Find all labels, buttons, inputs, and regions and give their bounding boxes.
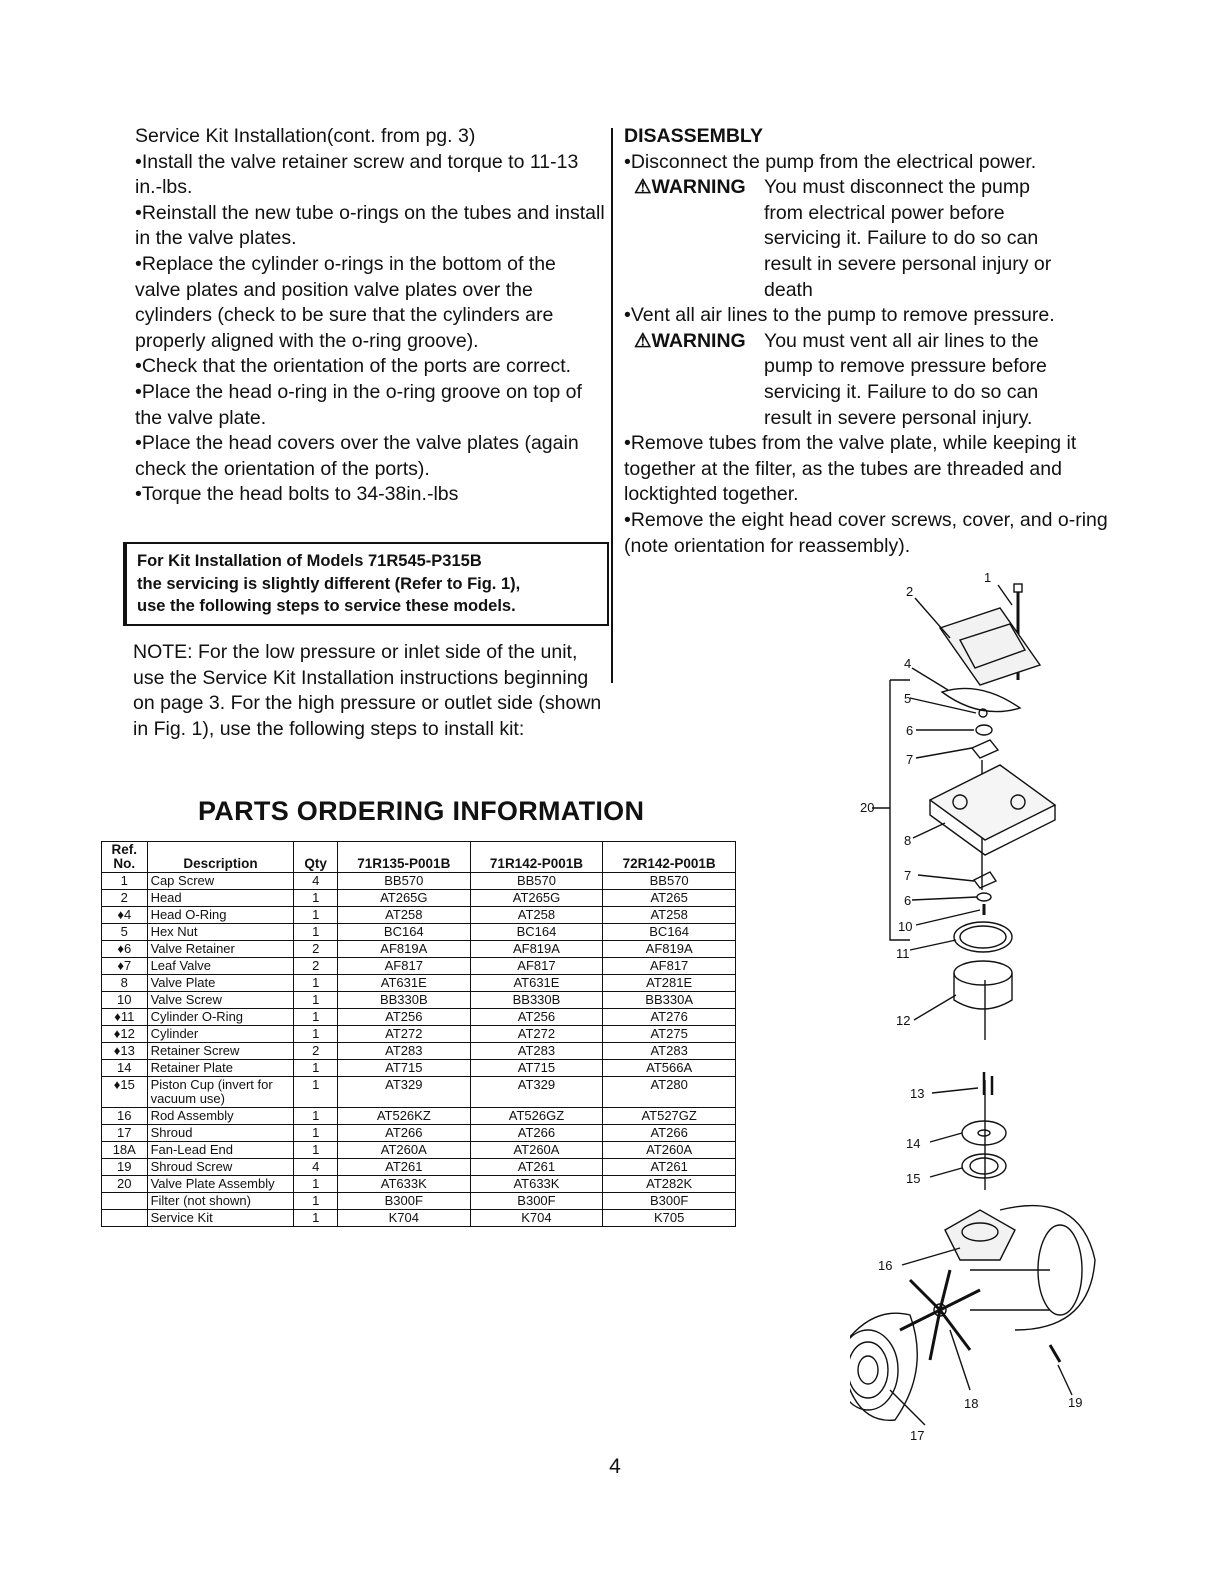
warning-text: from electrical power before: [764, 201, 1005, 224]
model-2-part-cell: AF817: [470, 958, 603, 975]
shroud-grille: [850, 1342, 888, 1398]
column-divider: [611, 128, 613, 683]
description-cell: Valve Screw: [147, 992, 294, 1009]
exploded-pump-diagram: [850, 570, 1110, 1460]
model-2-part-cell: AT329: [470, 1077, 603, 1108]
model-3-part-cell: AT275: [603, 1026, 736, 1043]
header-ref-line: No.: [113, 856, 136, 871]
model-3-part-cell: K705: [603, 1210, 736, 1227]
description-cell: Valve Plate: [147, 975, 294, 992]
description-cell: Service Kit: [147, 1210, 294, 1227]
model-1-part-cell: AT261: [337, 1159, 470, 1176]
description-cell: Shroud Screw: [147, 1159, 294, 1176]
qty-cell: 1: [294, 1176, 338, 1193]
description-cell: Fan-Lead End: [147, 1142, 294, 1159]
table-row: [102, 1043, 736, 1060]
model-2-part-cell: AT633K: [470, 1176, 603, 1193]
ref-cell: 8: [102, 975, 148, 992]
model-3-part-cell: AT276: [603, 1009, 736, 1026]
leaf-valve-lower: [974, 872, 996, 888]
warning-text: pump to remove pressure before: [764, 355, 1047, 378]
description-cell: Shroud: [147, 1125, 294, 1142]
model-2-part-cell: AT283: [470, 1043, 603, 1060]
model-2-part-cell: AT258: [470, 907, 603, 924]
disassembly-section: [624, 124, 1114, 559]
disassembly-heading: DISASSEMBLY: [624, 125, 764, 147]
retainer-plate-hole: [978, 1130, 990, 1136]
warning-triangle-icon: ⚠: [634, 329, 652, 352]
model-1-part-cell: AT526KZ: [337, 1108, 470, 1125]
qty-cell: 1: [294, 1009, 338, 1026]
instruction-step: •Replace the cylinder o-rings in the bottom of the valve plates and position valve plates over the cylinders (check to be sure that the cylinders are properly aligned with the o-ring groove).: [135, 252, 556, 352]
table-row: [102, 1009, 736, 1026]
kit-installation-callout: [123, 542, 609, 626]
callout-label: 6: [906, 723, 914, 738]
qty-cell: 1: [294, 1193, 338, 1210]
leader-line-19: [1058, 1365, 1072, 1395]
model-3-part-cell: AT280: [603, 1077, 736, 1108]
model-3-part-cell: AT566A: [603, 1060, 736, 1077]
model-1-part-cell: AT256: [337, 1009, 470, 1026]
callout-label: 10: [898, 919, 913, 934]
model-3-part-cell: AT282K: [603, 1176, 736, 1193]
header-model-3: 72R142-P001B: [603, 842, 736, 873]
qty-cell: 1: [294, 992, 338, 1009]
table-row: [102, 1159, 736, 1176]
ref-cell: 1: [102, 873, 148, 890]
model-3-part-cell: BB330A: [603, 992, 736, 1009]
table-row: [102, 873, 736, 890]
qty-cell: 1: [294, 924, 338, 941]
model-1-part-cell: AT266: [337, 1125, 470, 1142]
table-row: [102, 924, 736, 941]
motor-housing: [1000, 1206, 1095, 1330]
table-row: [102, 1176, 736, 1193]
ref-cell: [102, 1210, 148, 1227]
service-kit-instructions: [135, 124, 605, 508]
model-1-part-cell: BB330B: [337, 992, 470, 1009]
description-cell: Cap Screw: [147, 873, 294, 890]
callout-label: 12: [896, 1013, 911, 1028]
qty-cell: 1: [294, 1026, 338, 1043]
model-1-part-cell: AT272: [337, 1026, 470, 1043]
model-2-part-cell: AT715: [470, 1060, 603, 1077]
model-2-part-cell: BB570: [470, 873, 603, 890]
leader-line-14: [930, 1133, 962, 1142]
callout-label: 20: [860, 800, 875, 815]
instruction-step: •Install the valve retainer screw and torque to 11-13 in.-lbs.: [135, 150, 579, 199]
ref-cell: 14: [102, 1060, 148, 1077]
header-qty: Qty: [294, 842, 338, 873]
ref-cell: 17: [102, 1125, 148, 1142]
qty-cell: 1: [294, 1077, 338, 1108]
model-2-part-cell: AF819A: [470, 941, 603, 958]
disassembly-step: •Remove tubes from the valve plate, while keeping it together at the filter, as the tubes are threaded and locktighted together.: [624, 432, 1077, 506]
table-row: [102, 992, 736, 1009]
model-2-part-cell: BB330B: [470, 992, 603, 1009]
qty-cell: 2: [294, 1043, 338, 1060]
ref-cell: ♦13: [102, 1043, 148, 1060]
callout-label: 18: [964, 1396, 979, 1411]
header-description: Description: [147, 842, 294, 873]
callout-label: 14: [906, 1136, 921, 1151]
callout-label: 11: [896, 946, 910, 961]
model-1-part-cell: AT329: [337, 1077, 470, 1108]
valve-retainer-lower: [977, 893, 991, 901]
callout-label: 13: [910, 1086, 925, 1101]
description-cell: Cylinder O-Ring: [147, 1009, 294, 1026]
warning-text: servicing it. Failure to do so can: [764, 227, 1039, 250]
rod-assembly: [945, 1210, 1015, 1260]
description-cell: Retainer Screw: [147, 1043, 294, 1060]
model-1-part-cell: AT258: [337, 907, 470, 924]
qty-cell: 4: [294, 873, 338, 890]
model-1-part-cell: AF817: [337, 958, 470, 975]
ref-cell: 18A: [102, 1142, 148, 1159]
leaf-valve: [972, 740, 998, 758]
callout-label: 19: [1068, 1395, 1083, 1410]
table-row: [102, 1026, 736, 1043]
leader-line-1: [998, 585, 1012, 605]
header-model-2: 71R142-P001B: [470, 842, 603, 873]
leader-line-2: [915, 598, 950, 638]
table-row: [102, 907, 736, 924]
model-3-part-cell: AT283: [603, 1043, 736, 1060]
disassembly-step: •Disconnect the pump from the electrical power.: [624, 150, 1037, 173]
leader-line-8: [913, 823, 945, 838]
description-cell: Valve Retainer: [147, 941, 294, 958]
leader-line-12: [914, 995, 956, 1020]
model-1-part-cell: BB570: [337, 873, 470, 890]
warning-word: WARNING: [651, 176, 746, 199]
callout-label: 15: [906, 1171, 921, 1186]
note-section: [133, 640, 603, 742]
model-3-part-cell: BC164: [603, 924, 736, 941]
page-number: 4: [609, 1455, 621, 1478]
qty-cell: 4: [294, 1159, 338, 1176]
disassembly-step: •Remove the eight head cover screws, cover, and o-ring (note orientation for reassembly).: [624, 508, 1108, 557]
note-text: NOTE: For the low pressure or inlet side of the unit, use the Service Kit Installation instructions beginning on page 3. For the high pressure or outlet side (shown in Fig. 1), use the following steps to install kit:: [133, 641, 602, 740]
leader-line-13: [932, 1088, 978, 1093]
description-cell: Filter (not shown): [147, 1193, 294, 1210]
ref-cell: ♦15: [102, 1077, 148, 1108]
warning-text: death: [764, 278, 813, 301]
table-row: [102, 1210, 736, 1227]
model-3-part-cell: AT527GZ: [603, 1108, 736, 1125]
parts-ordering-title: PARTS ORDERING INFORMATION: [198, 796, 645, 826]
shroud-grille: [850, 1330, 898, 1410]
model-1-part-cell: AT633K: [337, 1176, 470, 1193]
pump-diagram-svg: [850, 570, 1110, 1460]
qty-cell: 1: [294, 1142, 338, 1159]
model-1-part-cell: AT631E: [337, 975, 470, 992]
leader-line-4: [912, 668, 948, 690]
qty-cell: 2: [294, 958, 338, 975]
model-3-part-cell: AF817: [603, 958, 736, 975]
retainer-screws: [984, 1072, 992, 1095]
description-cell: Hex Nut: [147, 924, 294, 941]
model-2-part-cell: AT526GZ: [470, 1108, 603, 1125]
table-row: [102, 1125, 736, 1142]
model-2-part-cell: AT256: [470, 1009, 603, 1026]
cylinder-o-ring-inner: [960, 926, 1006, 948]
warning-label: [634, 175, 764, 201]
qty-cell: 2: [294, 941, 338, 958]
ref-cell: 20: [102, 1176, 148, 1193]
piston-cup-inner: [970, 1158, 998, 1174]
table-row: [102, 1142, 736, 1159]
qty-cell: 1: [294, 1210, 338, 1227]
warning-text: result in severe personal injury or: [764, 252, 1052, 275]
model-1-part-cell: AT265G: [337, 890, 470, 907]
callout-line: the servicing is slightly different (Refer to Fig. 1),: [137, 574, 521, 593]
callout-label: 7: [906, 752, 914, 767]
ref-cell: ♦11: [102, 1009, 148, 1026]
description-cell: Head: [147, 890, 294, 907]
model-1-part-cell: BC164: [337, 924, 470, 941]
model-1-part-cell: AF819A: [337, 941, 470, 958]
model-3-part-cell: AT258: [603, 907, 736, 924]
callout-label: 6: [904, 893, 912, 908]
model-1-part-cell: K704: [337, 1210, 470, 1227]
model-3-part-cell: AT261: [603, 1159, 736, 1176]
model-3-part-cell: AT260A: [603, 1142, 736, 1159]
model-3-part-cell: BB570: [603, 873, 736, 890]
warning-text: servicing it. Failure to do so can: [764, 380, 1039, 403]
description-cell: Rod Assembly: [147, 1108, 294, 1125]
ref-cell: 16: [102, 1108, 148, 1125]
table-row: [102, 941, 736, 958]
header-model-1: 71R135-P001B: [337, 842, 470, 873]
callout-label: 16: [878, 1258, 893, 1273]
model-2-part-cell: BC164: [470, 924, 603, 941]
ref-cell: ♦12: [102, 1026, 148, 1043]
model-2-part-cell: AT260A: [470, 1142, 603, 1159]
ref-cell: [102, 1193, 148, 1210]
model-2-part-cell: AT265G: [470, 890, 603, 907]
valve-retainer: [976, 725, 992, 735]
ref-cell: ♦4: [102, 907, 148, 924]
qty-cell: 1: [294, 1125, 338, 1142]
leader-line-11: [910, 940, 956, 950]
callout-label: 1: [984, 570, 992, 585]
model-3-part-cell: AT265: [603, 890, 736, 907]
table-row: [102, 1077, 736, 1108]
warning-triangle-icon: ⚠: [634, 176, 652, 199]
model-1-part-cell: AT715: [337, 1060, 470, 1077]
description-cell: Valve Plate Assembly: [147, 1176, 294, 1193]
header-ref: [102, 842, 148, 873]
header-ref-line: Ref.: [111, 842, 138, 857]
warning-block: [624, 175, 1114, 303]
instruction-step: •Torque the head bolts to 34-38in.-lbs: [135, 483, 459, 506]
warning-text: You must vent all air lines to the: [764, 329, 1039, 352]
ref-cell: 19: [102, 1159, 148, 1176]
leader-line-15: [930, 1168, 962, 1177]
shroud-grille: [858, 1356, 878, 1384]
model-1-part-cell: B300F: [337, 1193, 470, 1210]
table-row: [102, 975, 736, 992]
cylinder-body: [954, 973, 1012, 1009]
warning-text: result in severe personal injury.: [764, 406, 1033, 429]
model-1-part-cell: AT260A: [337, 1142, 470, 1159]
cap-screw-head: [1014, 584, 1022, 592]
ref-cell: ♦6: [102, 941, 148, 958]
qty-cell: 1: [294, 1108, 338, 1125]
model-2-part-cell: B300F: [470, 1193, 603, 1210]
instruction-step: •Reinstall the new tube o-rings on the tubes and install in the valve plates.: [135, 201, 605, 250]
callout-label: 2: [906, 584, 914, 599]
disassembly-step: •Vent all air lines to the pump to remove pressure.: [624, 304, 1055, 327]
table-row: [102, 890, 736, 907]
callout-line: For Kit Installation of Models 71R545-P315B: [137, 552, 482, 570]
shroud-screw: [1050, 1345, 1060, 1362]
qty-cell: 1: [294, 975, 338, 992]
table-row: [102, 1108, 736, 1125]
warning-text: You must disconnect the pump: [764, 176, 1030, 199]
qty-cell: 1: [294, 890, 338, 907]
table-row: [102, 1193, 736, 1210]
description-cell: Retainer Plate: [147, 1060, 294, 1077]
model-3-part-cell: B300F: [603, 1193, 736, 1210]
model-3-part-cell: AT281E: [603, 975, 736, 992]
ref-cell: ♦7: [102, 958, 148, 975]
ref-cell: 5: [102, 924, 148, 941]
callout-label: 5: [904, 691, 912, 706]
qty-cell: 1: [294, 1060, 338, 1077]
parts-table: [101, 841, 736, 1227]
model-2-part-cell: K704: [470, 1210, 603, 1227]
description-cell: Cylinder: [147, 1026, 294, 1043]
instruction-title: Service Kit Installation(cont. from pg. 3): [135, 125, 476, 147]
instruction-step: •Place the head o-ring in the o-ring groove on top of the valve plate.: [135, 380, 582, 429]
table-row: [102, 958, 736, 975]
qty-cell: 1: [294, 907, 338, 924]
callout-label: 7: [904, 868, 912, 883]
retainer-plate: [962, 1121, 1006, 1145]
table-header-row: [102, 842, 736, 873]
ref-cell: 10: [102, 992, 148, 1009]
warning-label: [634, 329, 764, 355]
leader-line-6b: [912, 897, 977, 900]
model-2-part-cell: AT272: [470, 1026, 603, 1043]
parts-table-body: [102, 873, 736, 1227]
description-cell: Piston Cup (invert for vacuum use): [147, 1077, 294, 1108]
description-cell: Leaf Valve: [147, 958, 294, 975]
leader-line-16: [902, 1248, 960, 1265]
instruction-step: •Check that the orientation of the ports are correct.: [135, 355, 572, 378]
model-2-part-cell: AT266: [470, 1125, 603, 1142]
warning-block: [624, 329, 1114, 431]
warning-word: WARNING: [651, 329, 746, 352]
leader-line-7: [916, 748, 972, 758]
callout-label: 8: [904, 833, 912, 848]
model-3-part-cell: AT266: [603, 1125, 736, 1142]
model-1-part-cell: AT283: [337, 1043, 470, 1060]
fan-blades: [900, 1270, 980, 1360]
model-2-part-cell: AT631E: [470, 975, 603, 992]
callout-label: 17: [910, 1428, 925, 1443]
leader-line-7b: [918, 875, 974, 881]
callout-line: use the following steps to service these models.: [137, 597, 516, 615]
table-row: [102, 1060, 736, 1077]
model-2-part-cell: AT261: [470, 1159, 603, 1176]
instruction-step: •Place the head covers over the valve plates (again check the orientation of the ports).: [135, 432, 579, 480]
head-cover: [940, 608, 1040, 685]
callout-label: 4: [904, 656, 912, 671]
ref-cell: 2: [102, 890, 148, 907]
description-cell: Head O-Ring: [147, 907, 294, 924]
model-3-part-cell: AF819A: [603, 941, 736, 958]
cylinder-top: [954, 961, 1012, 985]
